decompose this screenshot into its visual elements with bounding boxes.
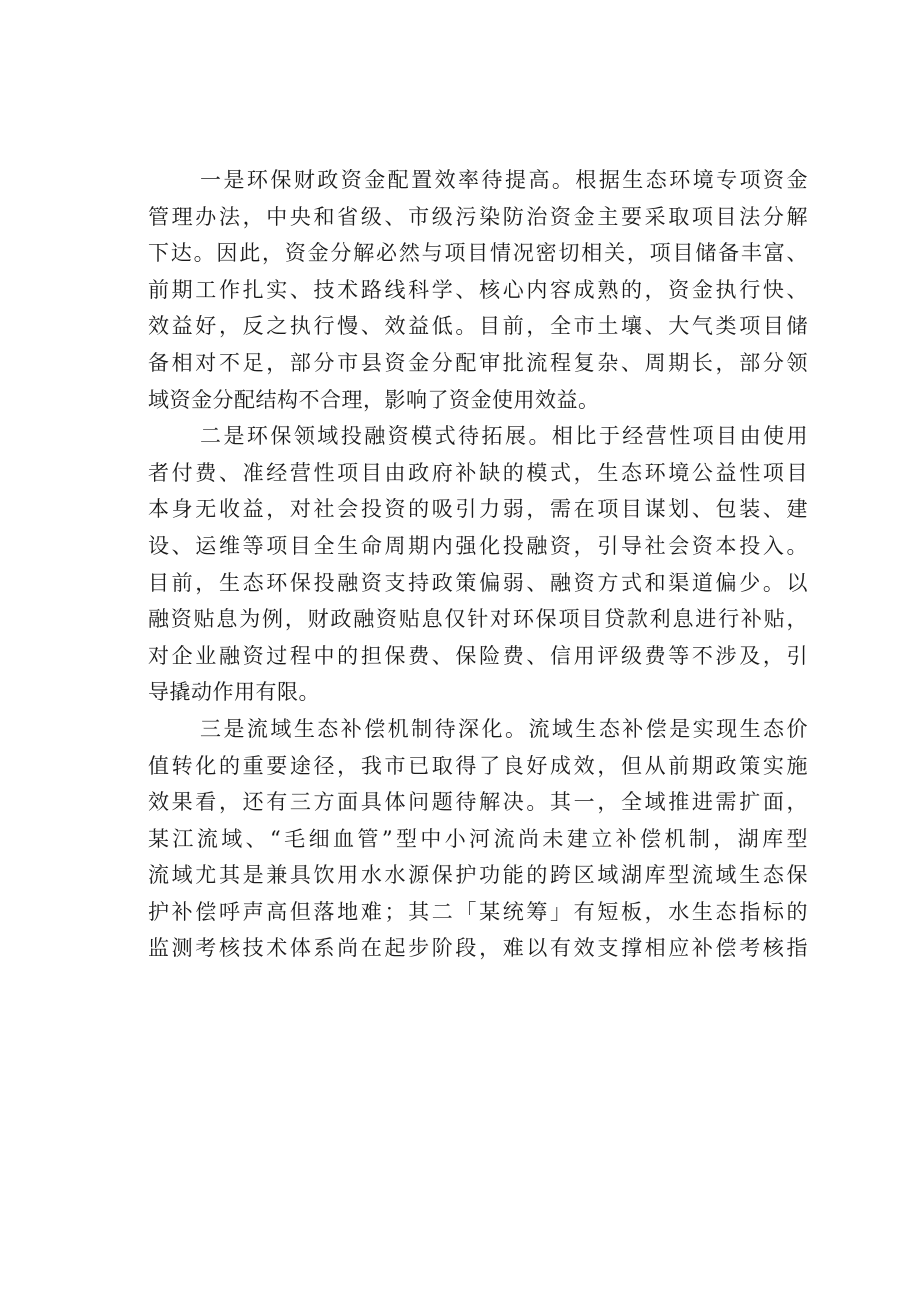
text-line: 效益好，反之执行慢、效益低。目前，全市土壤、大气类项目储 [148,314,808,339]
paragraph-1 [148,162,808,418]
text-line: 监测考核技术体系尚在起步阶段，难以有效支撑相应补偿考核指 [148,936,808,961]
text-line: 三是流域生态补偿机制待深化。流域生态补偿是实现生态价 [200,716,808,741]
text-line: 二是环保领域投融资模式待拓展。相比于经营性项目由使用 [200,424,808,449]
text-line: 流域尤其是兼具饮用水水源保护功能的跨区域湖库型流域生态保 [148,863,808,888]
text-line: 下达。因此，资金分解必然与项目情况密切相关，项目储备丰富、 [148,241,808,266]
text-line: 管理办法，中央和省级、市级污染防治资金主要采取项目法分解 [148,204,808,229]
text-line: 效果看，还有三方面具体问题待解决。其一，全域推进需扩面， [148,790,808,815]
text-line: 一是环保财政资金配置效率待提高。根据生态环境专项资金 [200,168,808,192]
text-line: 域资金分配结构不合理，影响了资金使用效益。 [148,387,600,412]
text-line: 备相对不足，部分市县资金分配审批流程复杂、周期长，部分领 [148,350,808,375]
text-line: 某江流域、“毛细血管”型中小河流尚未建立补偿机制，湖库型 [148,826,808,851]
text-line: 值转化的重要途径，我市已取得了良好成效，但从前期政策实施 [148,753,808,778]
text-line: 融资贴息为例，财政融资贴息仅针对环保项目贷款利息进行补贴， [148,607,808,632]
document-body [148,162,808,967]
text-line: 导撬动作用有限。 [148,680,320,705]
text-line: 目前，生态环保投融资支持政策偏弱、融资方式和渠道偏少。以 [148,570,808,595]
text-line: 设、运维等项目全生命周期内强化投融资，引导社会资本投入。 [148,533,808,558]
text-line: 护补偿呼声高但落地难；其二「某统筹」有短板，水生态指标的 [148,899,808,924]
paragraph-2 [148,418,808,711]
text-line: 本身无收益，对社会投资的吸引力弱，需在项目谋划、包装、建 [148,497,808,522]
text-line: 前期工作扎实、技术路线科学、核心内容成熟的，资金执行快、 [148,277,808,302]
paragraph-3 [148,711,808,967]
text-line: 对企业融资过程中的担保费、保险费、信用评级费等不涉及，引 [148,643,808,668]
text-line: 者付费、准经营性项目由政府补缺的模式，生态环境公益性项目 [148,460,808,485]
